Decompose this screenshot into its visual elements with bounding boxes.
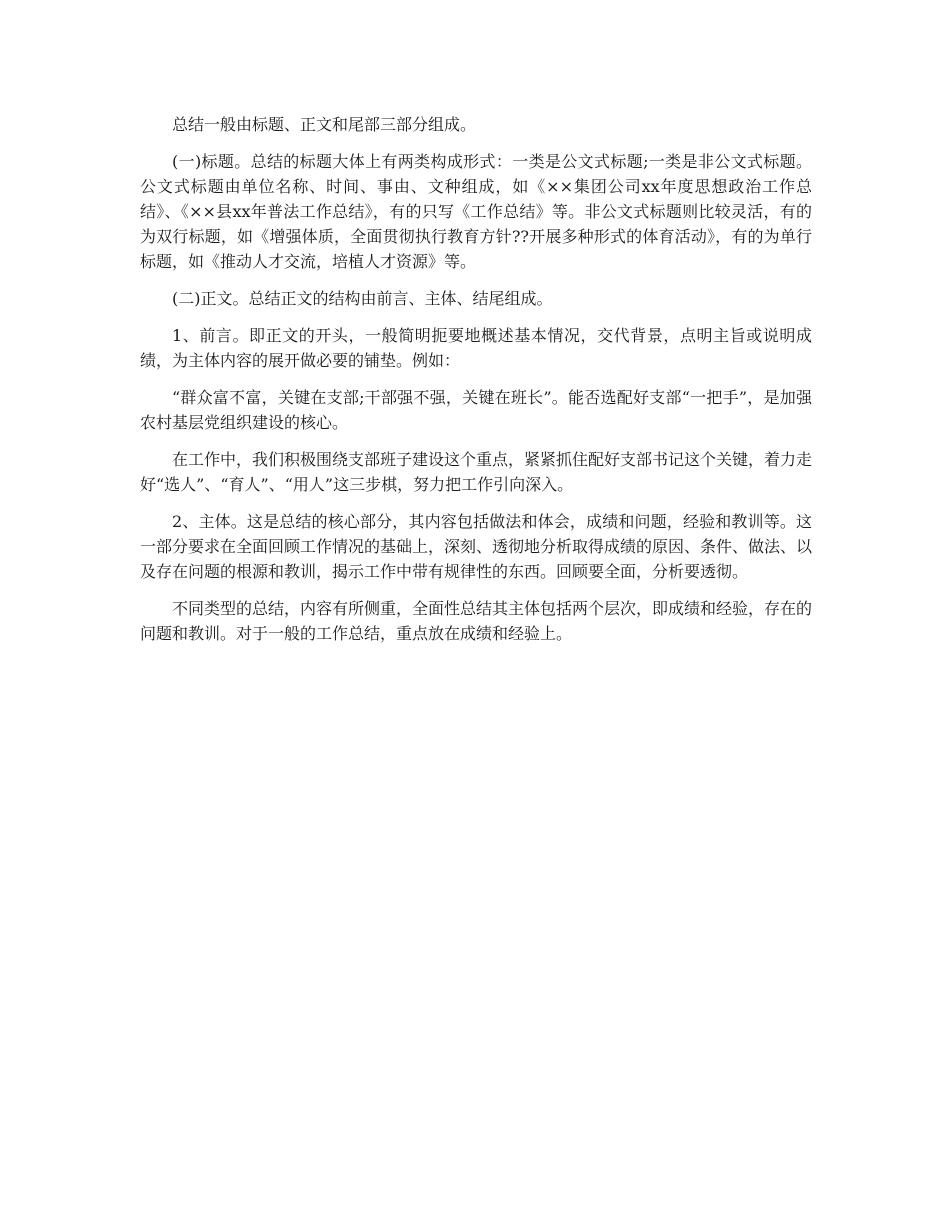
document-page [140,112,812,658]
paragraph-intro: 总结一般由标题、正文和尾部三部分组成。 [172,115,477,134]
paragraph-work: 在工作中，我们积极围绕支部班子建设这个重点，紧紧抓住配好支部书记这个关键，着力走好“选人”、“育人”、“用人”这三步棋，努力把工作引向深入。 [140,450,813,494]
paragraph-quote: “群众富不富，关键在支部;干部强不强，关键在班长”。能否选配好支部“一把手”，是加强农村基层党组织建设的核心。 [140,388,812,432]
paragraph-body-section: (二)正文。总结正文的结构由前言、主体、结尾组成。 [172,289,553,308]
paragraph-types: 不同类型的总结，内容有所侧重，全面性总结其主体包括两个层次，即成绩和经验，存在的问题和教训。对于一般的工作总结，重点放在成绩和经验上。 [140,599,813,643]
paragraph-preface: 1、前言。即正文的开头，一般简明扼要地概述基本情况，交代背景，点明主旨或说明成绩，为主体内容的展开做必要的铺垫。例如： [140,326,812,370]
paragraph-main-body: 2、主体。这是总结的核心部分，其内容包括做法和体会，成绩和问题，经验和教训等。这一部分要求在全面回顾工作情况的基础上，深刻、透彻地分析取得成绩的原因、条件、做法、以及存在问题的根源和教训，揭示工作中带有规律性的东西。回顾要全面，分析要透彻。 [140,512,813,581]
paragraph-title-section: (一)标题。总结的标题大体上有两类构成形式：一类是公文式标题;一类是非公文式标题。公文式标题由单位名称、时间、事由、文种组成，如《××集团公司xx年度思想政治工作总结》、《××县xx年普法工作总结》，有的只写《工作总结》等。非公文式标题则比较灵活，有的为双行标题，如《增强体质，全面贯彻执行教育方针??开展多种形式的体育活动》，有的为单行标题，如《推动人才交流，培植人才资源》等。 [140,152,812,271]
